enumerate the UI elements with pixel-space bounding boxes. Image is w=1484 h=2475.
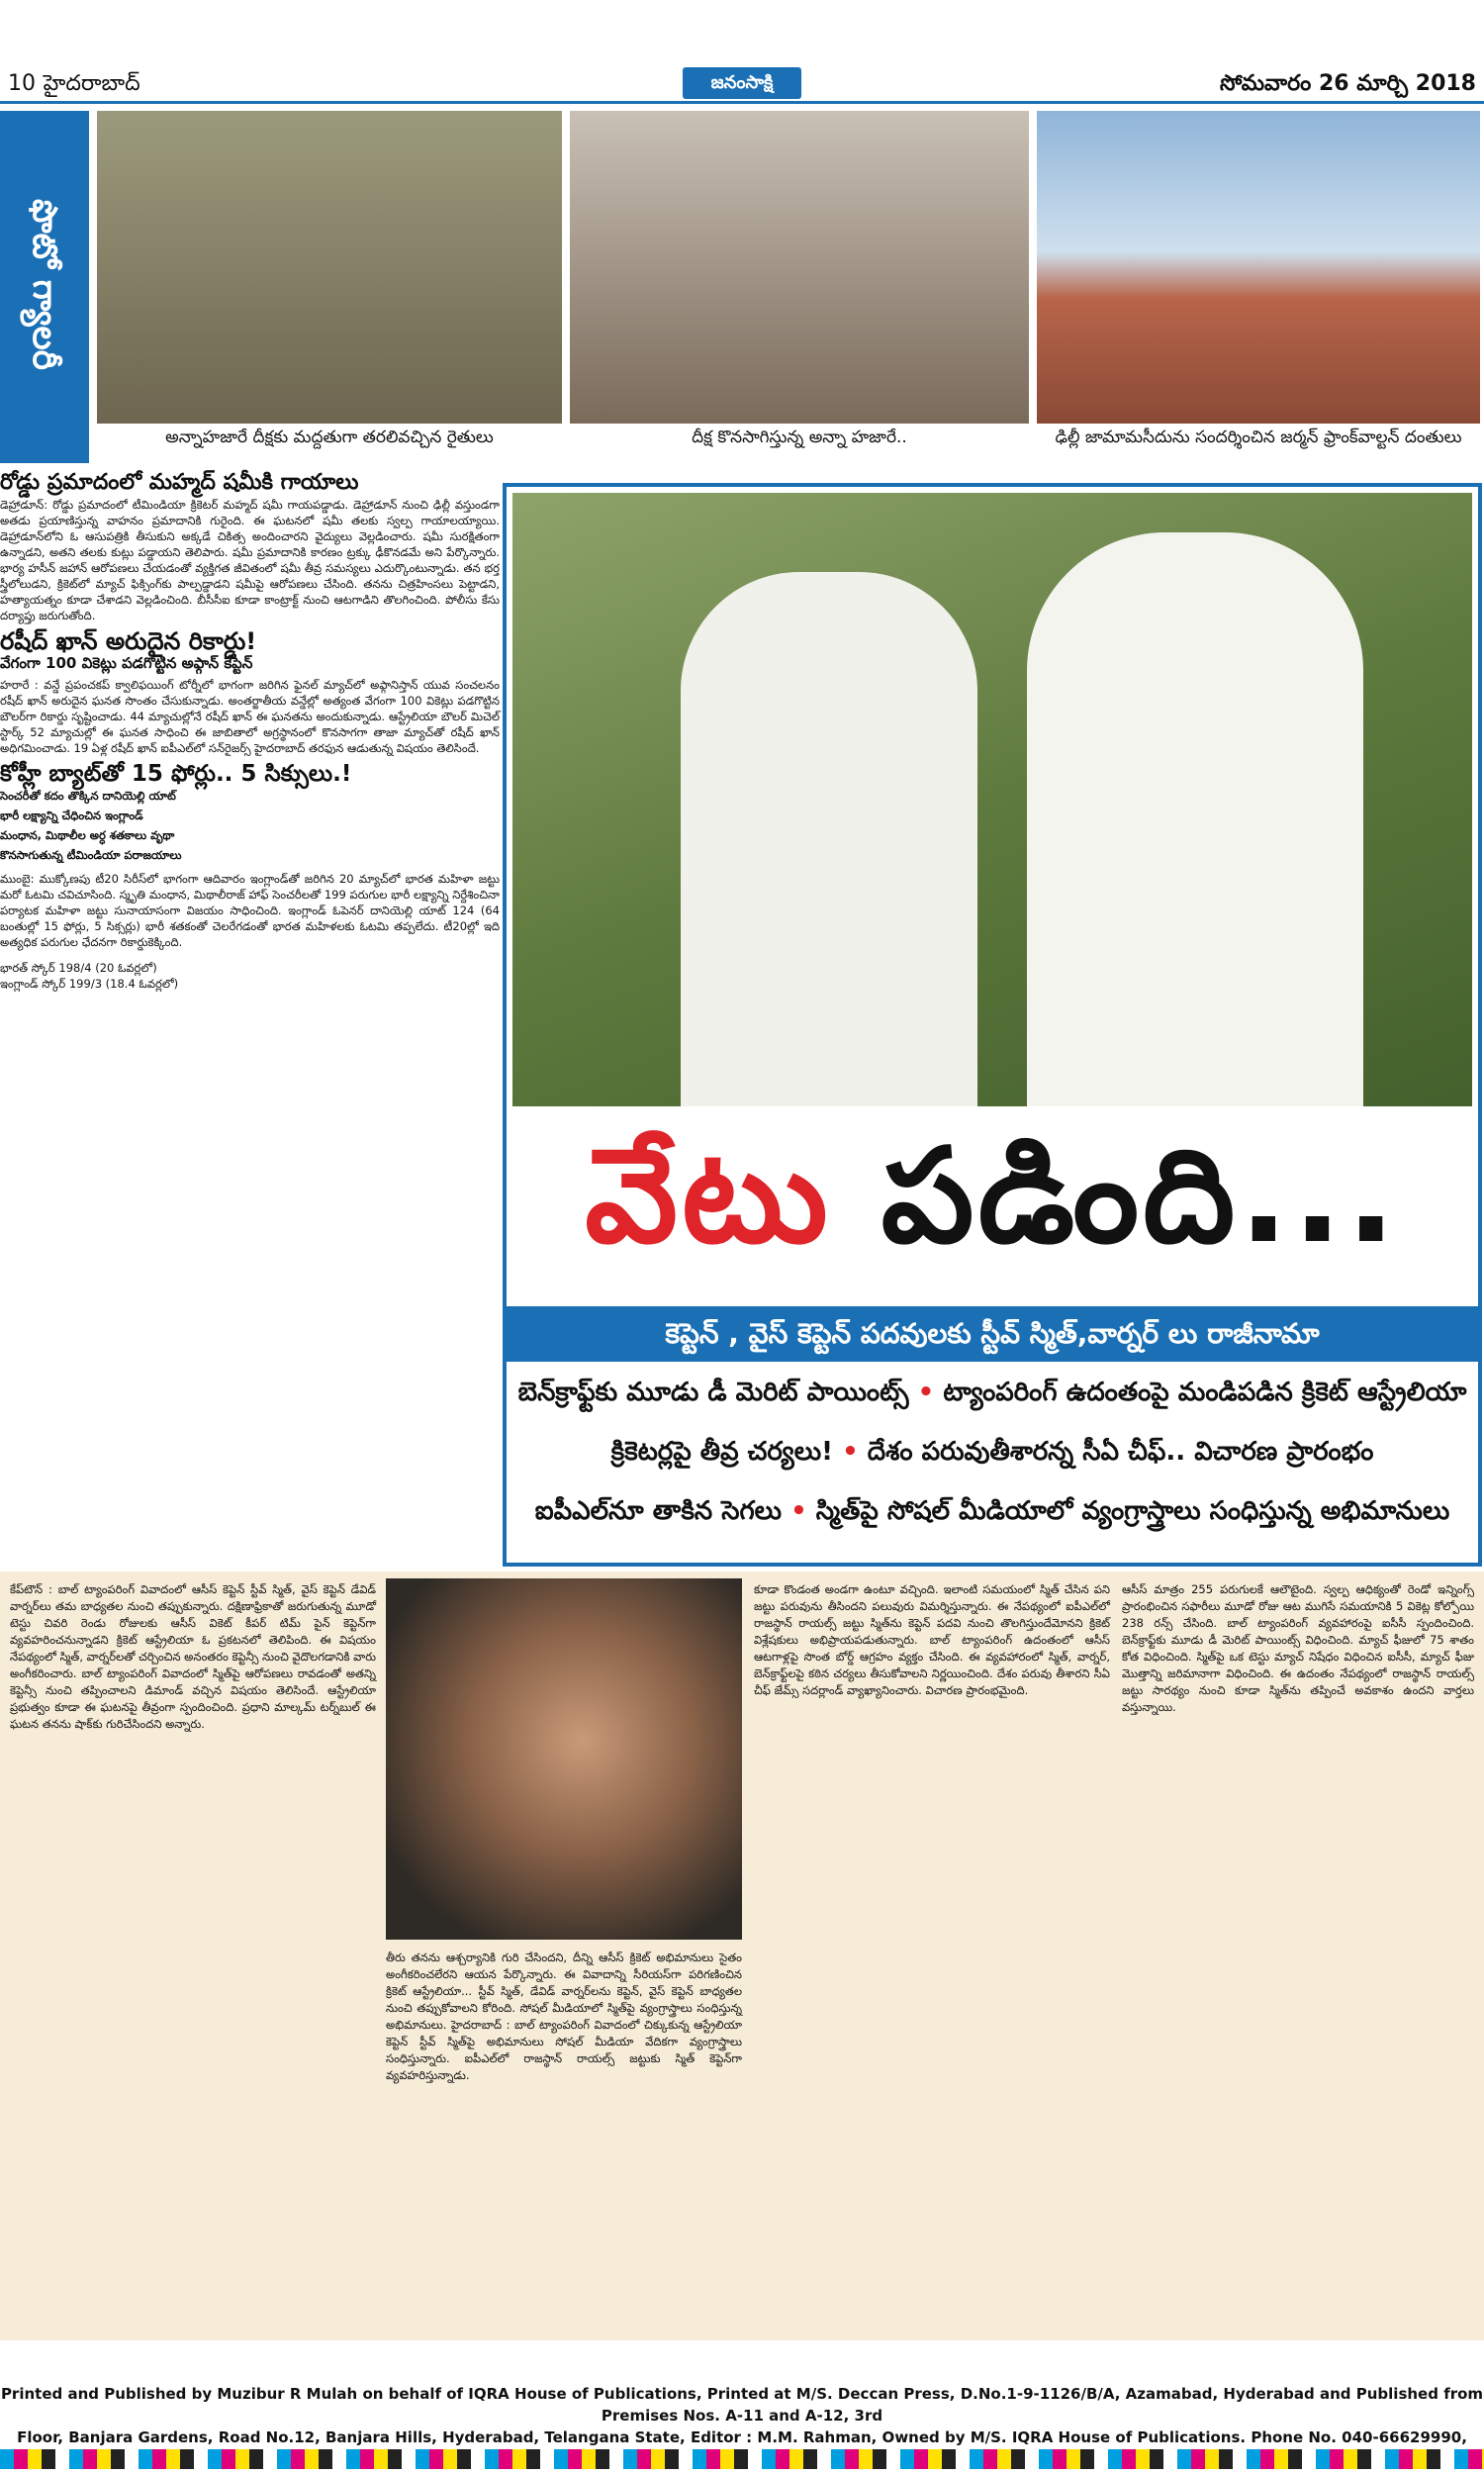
lead-story xyxy=(503,483,1482,1567)
city-label: హైదరాబాద్ xyxy=(43,71,140,96)
bullet-text: దేశం పరువుతీశారన్న సీఏ చీఫ్.. విచారణ ప్రారంభం xyxy=(867,1437,1374,1467)
gallery-photo-farmers xyxy=(97,111,562,424)
imprint-line-2: Floor, Banjara Gardens, Road No.12, Banjara Hills, Hyderabad, Telangana State, Editor : M.M. Rahman, Owned by M/S. IQRA House of Publications. Phone No. 040-66629990, xyxy=(17,2428,1467,2446)
shami-body: డెహ్రాడూన్: రోడ్డు ప్రమాదంలో టీమిండియా క్రికెటర్ మహ్మద్ షమీ గాయపడ్డాడు. డెహ్రాడూన్ నుంచి ఢిల్లీ వస్తుండగా అతడు ప్రయాణిస్తున్న వాహనం ప్రమాదానికి గురైంది. ఈ ఘటనలో షమీ తలకు స్వల్ప గాయాలయ్యాయి. డెహ్రాడూన్‌లోని ఓ ఆసుపత్రికి తీసుకుని అక్కడే చికిత్స అందించారని వైద్యులు వెల్లడించారు. షమీ సురక్షితంగా ఉన్నాడని, అతని తలకు కుట్లు పడ్డాయని తెలిపారు. షమీ ప్రమాదానికి కారణం ట్రక్కు ఢీకొనడమే అని పేర్కొన్నారు. భార్య హసీన్ జహాన్ ఆరోపణలు చేయడంతో వ్యక్తిగత జీవితంలో షమీ తీవ్ర సమస్యలు ఎదుర్కొంటున్నాడు. తన భర్త స్త్రీలోలుడని, క్రికెట్‌లో మ్యాచ్ ఫిక్సింగ్‌కు పాల్పడ్డాడని షమీపై ఆరోపణలు చేసింది. తనను చిత్రహింసలు పెట్టాడని, హత్యాయత్నం కూడా చేశాడని వెల్లడించింది. బీసీసీఐ కూడా కాంట్రాక్ట్ నుంచి ఆటగాడిని తొలగించింది. పోలీసు కేసు దర్యాప్తు జరుగుతోంది. xyxy=(0,498,500,622)
kohli-point: మంధాన, మిథాలీల అర్ధ శతకాలు వృథా xyxy=(0,828,175,842)
lead-strap: కెప్టెన్ , వైస్ కెప్టెన్ పదవులకు స్టీవ్ స్మిత్,వార్నర్ లు రాజీనామా xyxy=(507,1306,1478,1362)
gallery-caption-1: అన్నాహజారే దీక్షకు మద్దతుగా తరలివచ్చిన రైతులు xyxy=(165,428,494,447)
player-figure-left xyxy=(681,572,977,1106)
bullet-text: ట్యాంపరింగ్ ఉదంతంపై మండిపడిన క్రికెట్ ఆస్ట్రేలియా xyxy=(943,1378,1467,1407)
score-england: ఇంగ్లాండ్ స్కోర్ 199/3 (18.4 ఓవర్లలో) xyxy=(0,977,179,991)
bullet-dot: • xyxy=(842,1437,859,1467)
bancroft-portrait xyxy=(386,1578,742,1940)
gallery-caption-3: ఢిల్లీ జామామసీదును సందర్శించిన జర్మన్ ఫ్రాంక్‌వాల్టన్ దంతులు xyxy=(1055,428,1462,447)
bullet-dot: • xyxy=(790,1496,807,1526)
lead-headline xyxy=(507,1120,1478,1304)
player-figure-right xyxy=(1027,532,1363,1106)
gallery-title-text: ఫొటో గ్యాలరీ xyxy=(25,198,64,370)
kohli-headline: కోహ్లీ బ్యాట్‌తో 15 ఫోర్లు.. 5 సిక్సులు.! xyxy=(0,761,352,787)
continuation-column-4: ఆసీస్ మాత్రం 255 పరుగులకే ఆలౌటైంది. స్వల్ప ఆధిక్యంతో రెండో ఇన్నింగ్స్ ప్రారంభించిన సఫారీలు మూడో రోజు ఆట ముగిసే సమయానికి 5 వికెట్ల కోల్పోయి 238 రన్స్ చేసింది. బాల్ ట్యాంపరింగ్ వ్యవహారంపై ఐసీసీ స్పందించింది. బెన్‌క్రాఫ్ట్‌కు మూడు డీ మెరిట్ పాయింట్స్ విధించింది. మ్యాచ్ ఫీజులో 75 శాతం కోత విధించింది. స్మిత్‌పై ఒక టెస్టు మ్యాచ్ నిషేధం విధించిన ఐసీసీ, మ్యాచ్ ఫీజు మొత్తాన్ని జరిమానాగా విధించింది. ఈ ఉదంతం నేపథ్యంలో రాజస్థాన్ రాయల్స్ జట్టు సారథ్యం నుంచి కూడా స్మిత్‌ను తప్పించే అవకాశం ఉందని వార్తలు వస్తున్నాయి. xyxy=(1122,1582,1474,1714)
rashid-subhead: వేగంగా 100 వికెట్లు పడగొట్టిన అఫ్గాన్ కెప్టెన్ xyxy=(0,654,253,672)
rashid-headline: రషీద్ ఖాన్ అరుదైన రికార్డు! xyxy=(0,627,257,655)
kohli-point: కొనసాగుతున్న టీమిండియా పరాజయాలు xyxy=(0,848,182,862)
continuation-column-1: కేప్‌టౌన్ : బాల్ ట్యాంపరింగ్ వివాదంలో ఆసీస్ కెప్టెన్ స్టీవ్ స్మిత్, వైస్ కెప్టెన్ డేవిడ్ వార్నర్‌లు తమ బాధ్యతల నుంచి తప్పుకున్నారు. దక్షిణాఫ్రికాతో జరుగుతున్న మూడో టెస్టు చివరి రెండు రోజులకు ఆసీస్ వికెట్ కీపర్ టిమ్ పైన్ కెప్టెన్‌గా వ్యవహరించనున్నాడని క్రికెట్ ఆస్ట్రేలియా ఓ ప్రకటనలో తెలిపింది. ఈ విషయం నేపథ్యంలో స్మిత్, వార్నర్‌లతో చర్చించిన అనంతరం కెప్టెన్సీ నుంచి వైదొలగడానికి వారు అంగీకరించారు. బాల్ ట్యాంపరింగ్ వివాదంలో స్మిత్‌పై ఆరోపణలు రావడంతో అతన్ని కెప్టెన్సీ నుంచి తప్పించాలని డిమాండ్ వచ్చిన విషయం తెలిసిందే. ఆస్ట్రేలియా ప్రభుత్వం కూడా ఈ ఘటనపై తీవ్రంగా స్పందించింది. ప్రధాని మాల్కమ్ టర్న్‌బుల్ ఈ ఘటన తనను షాక్‌కు గురిచేసిందని అన్నారు. xyxy=(10,1582,376,1731)
gallery-photo-anna-hazare xyxy=(570,111,1029,424)
lead-photo-smith-warner xyxy=(512,493,1472,1106)
lead-headline-red: వేటు xyxy=(585,1120,832,1273)
lead-headline-black: పడింది... xyxy=(881,1120,1400,1273)
imprint-line-1: Printed and Published by Muzibur R Mulah on behalf of IQRA House of Publications, Printed at M/S. Deccan Press, D.No.1-9-1126/B/A, Azamabad, Hyderabad and Published from Premises Nos. A-11 and A-12, 3rd xyxy=(0,2385,1484,2425)
photo-gallery-title xyxy=(0,111,89,463)
bullet-text: క్రికెటర్లపై తీవ్ర చర్యలు! xyxy=(610,1437,833,1467)
lead-bullet-row xyxy=(507,1378,1478,1413)
shami-headline: రోడ్డు ప్రమాదంలో మహ్మద్ షమీకి గాయాలు xyxy=(0,470,359,495)
page-number: 10 హైదరాబాద్ xyxy=(8,71,140,96)
continuation-column-2: తీరు తనను ఆశ్చర్యానికి గురి చేసిందని, దీన్ని ఆసీస్ క్రికెట్ అభిమానులు సైతం అంగీకరించలేరని ఆయన పేర్కొన్నారు. ఈ వివాదాన్ని సీరియస్‌గా పరిగణించిన క్రికెట్ ఆస్ట్రేలియా... స్టీవ్ స్మిత్, డేవిడ్ వార్నర్‌లను కెప్టెన్, వైస్ కెప్టెన్ బాధ్యతల నుంచి తప్పుకోవాలని కోరింది. సోషల్ మీడియాలో స్మిత్‌పై వ్యంగ్రాస్త్రాలు సంధిస్తున్న అభిమానులు. హైదరాబాద్ : బాల్ ట్యాంపరింగ్ వివాదంలో చిక్కుకున్న ఆస్ట్రేలియా కెప్టెన్ స్టీవ్ స్మిత్‌పై అభిమానులు సోషల్ మీడియా వేదికగా వ్యంగ్రాస్త్రాలు సంధిస్తున్నారు. ఐపీఎల్‌లో రాజస్థాన్ రాయల్స్ జట్టుకు స్మిత్ కెప్టెన్‌గా వ్యవహరిస్తున్నాడు. xyxy=(386,1951,742,2082)
bullet-text: ఐపీఎల్‌నూ తాకిన సెగలు xyxy=(534,1496,783,1526)
lead-bullet-row xyxy=(507,1437,1478,1473)
score-india: భారత్ స్కోర్ 198/4 (20 ఓవర్లలో) xyxy=(0,961,157,975)
bullet-text: బెన్‌క్రాఫ్ట్‌కు మూడు డీ మెరిట్ పాయింట్స్ xyxy=(517,1378,909,1407)
print-registration-bar xyxy=(0,2449,1484,2469)
gallery-photo-jama-masjid xyxy=(1037,111,1480,424)
issue-date: సోమవారం 26 మార్చి 2018 xyxy=(1220,71,1476,96)
continuation-column-3: కూడా కొండంత అండగా ఉంటూ వచ్చింది. ఇలాంటి సమయంలో స్మిత్ చేసిన పని జట్టు పరువును తీసిందని పలువురు విమర్శిస్తున్నారు. ఈ నేపథ్యంలో ఐపీఎల్‌లో రాజస్థాన్ రాయల్స్ జట్టు స్మిత్‌ను కెప్టెన్ పదవి నుంచి తొలగిస్తుందేమోనని క్రికెట్ విశ్లేషకులు అభిప్రాయపడుతున్నారు. బాల్ ట్యాంపరింగ్ ఉదంతంలో ఆసీస్ ఆటగాళ్లపై సొంత బోర్డ్ ఆగ్రహం వ్యక్తం చేసింది. ఈ వ్యవహారంలో స్మిత్, వార్నర్, బెన్‌క్రాఫ్ట్‌లపై కఠిన చర్యలు తీసుకోవాలని నిర్ణయించింది. దేశం పరువు తీశారని సీఏ చీఫ్ జేమ్స్ సదర్లాండ్ వ్యాఖ్యానించారు. విచారణ ప్రారంభమైంది. xyxy=(754,1582,1110,1697)
lead-bullet-row xyxy=(507,1496,1478,1532)
gallery-caption-2: దీక్ష కొనసాగిస్తున్న అన్నా హజారే.. xyxy=(692,428,907,447)
bullet-text: స్మిత్‌పై సోషల్ మీడియాలో వ్యంగ్రాస్త్రాలు సంధిస్తున్న అభిమానులు xyxy=(815,1496,1450,1526)
newspaper-logo: జనంసాక్షి xyxy=(683,67,801,99)
masthead xyxy=(0,0,1484,104)
kohli-point: సెంచరీతో కదం తొక్కిన దానియెల్లి యాట్ xyxy=(0,789,176,803)
bullet-dot: • xyxy=(917,1378,935,1407)
rashid-body: హరారే : వన్డే ప్రపంచకప్ క్వాలిఫయింగ్ టోర్నీలో భాగంగా జరిగిన ఫైనల్ మ్యాచ్‌లో అఫ్గానిస్తాన్ యువ సంచలనం రషీద్ ఖాన్ అరుదైన ఘనత సొంతం చేసుకున్నాడు. అంతర్జాతీయ వన్డేల్లో అత్యంత వేగంగా 100 వికెట్లు పడగొట్టిన బౌలర్‌గా రికార్డు సృష్టించాడు. 44 మ్యాచుల్లోనే రషీద్ ఖాన్ ఈ ఘనతను అందుకున్నాడు. ఆస్ట్రేలియా బౌలర్ మిచెల్ స్టార్క్ 52 మ్యాచుల్లో ఈ ఘనత సాధించి ఈ జాబితాలో అగ్రస్థానంలో కొనసాగగా తాజా మ్యాచ్‌తో రషీద్ ఖాన్ అధిగమించాడు. 19 ఏళ్ల రషీద్ ఖాన్ ఐపీఎల్‌లో సన్‌రైజర్స్ హైదరాబాద్ తరఫున ఆడుతున్న విషయం తెలిసిందే. xyxy=(0,678,500,755)
kohli-body: ముంబై: ముక్కోణపు టీ20 సిరీస్‌లో భాగంగా ఆదివారం ఇంగ్లాండ్‌తో జరిగిన 20 మ్యాచ్‌లో భారత మహిళా జట్టు మరో ఓటమి చవిచూసింది. స్మృతి మంధాన, మిథాలీరాజ్ హాఫ్ సెంచరీలతో 199 పరుగుల భారీ లక్ష్యాన్ని నిర్దేశించినా పర్యాటక మహిళా జట్టు సునాయాసంగా విజయం సాధించింది. ఇంగ్లాండ్ ఓపెనర్ దానియెల్లి యాట్ 124 (64 బంతుల్లో 15 ఫోర్లు, 5 సిక్సర్లు) భారీ శతకంతో చెలరేగడంతో భారత మహిళలకు ఓటమి తప్పలేదు. టీ20ల్లో ఇది అత్యధిక పరుగుల ఛేదనగా రికార్డుకెక్కింది. xyxy=(0,872,500,949)
kohli-point: భారీ లక్ష్యాన్ని చేధించిన ఇంగ్లాండ్ xyxy=(0,809,143,822)
